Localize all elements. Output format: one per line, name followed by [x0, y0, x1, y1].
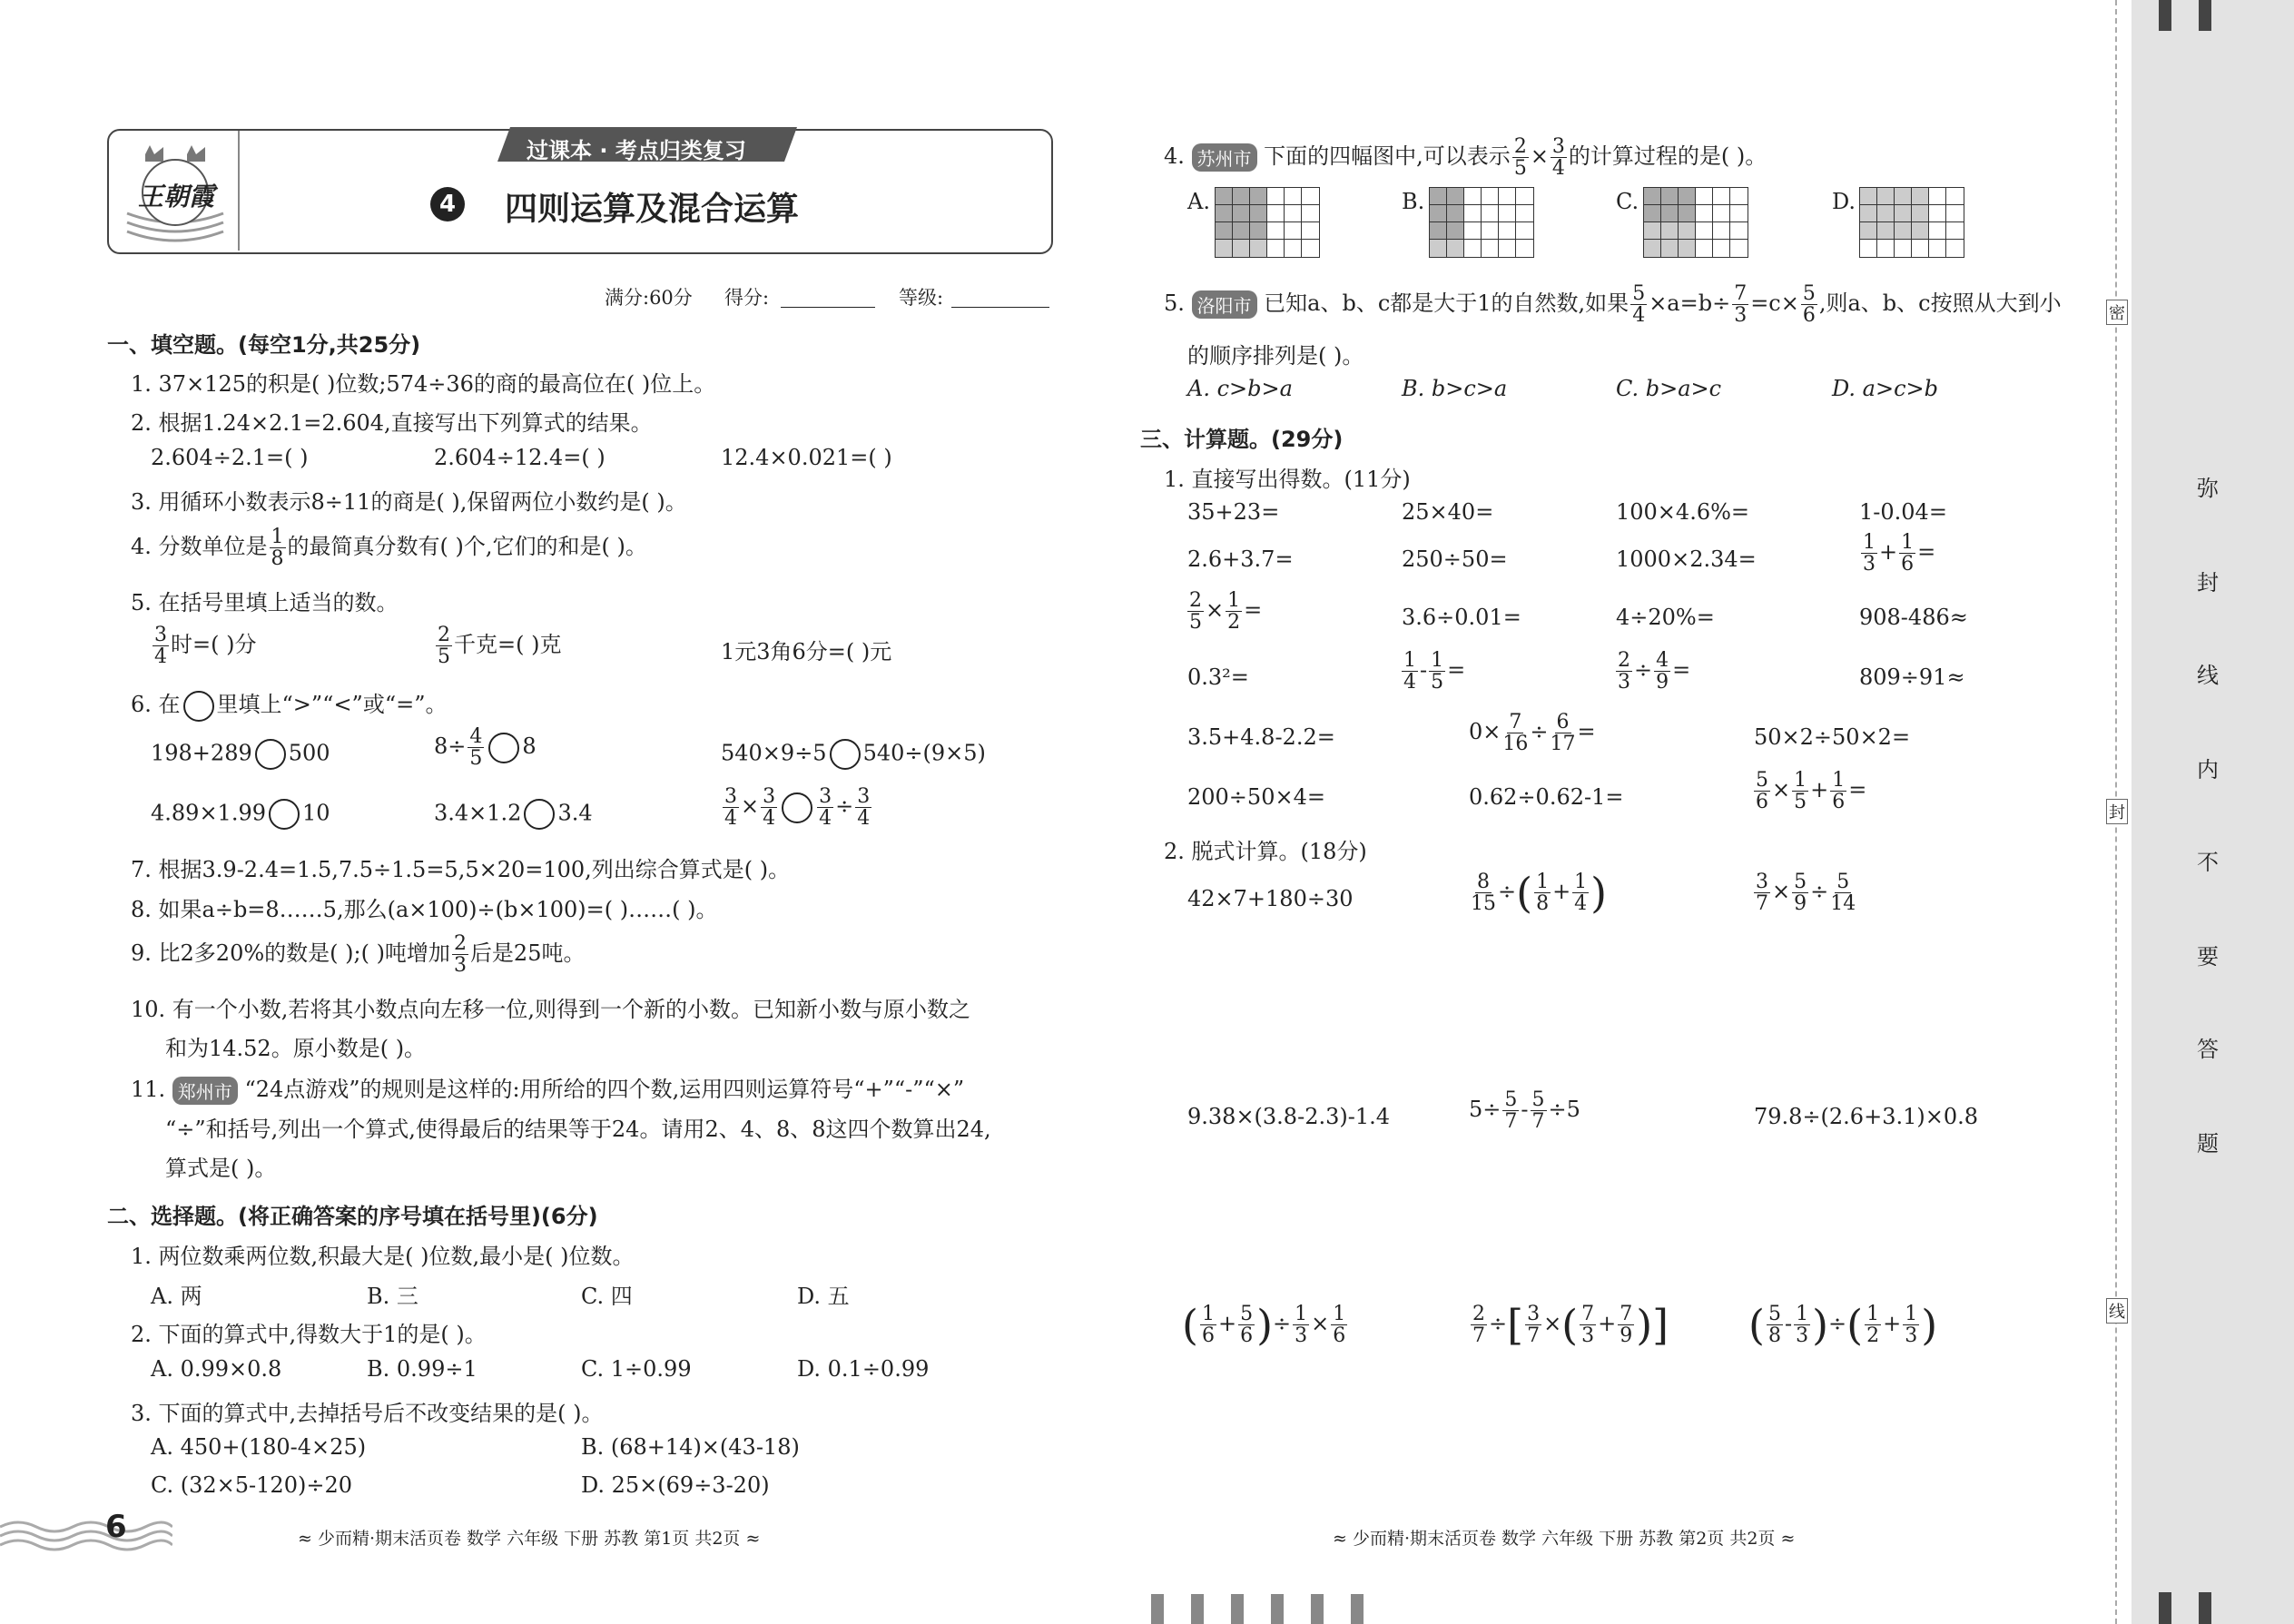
region-tag: 洛阳市: [1192, 290, 1257, 319]
expr: 500: [288, 740, 330, 766]
s1-q10a: 10. 有一个小数,若将其小数点向左移一位,则得到一个新的小数。已知新小数与原小数之: [131, 997, 971, 1022]
page-number: 6: [105, 1509, 127, 1545]
calc-16: 809÷91≈: [1859, 664, 1965, 690]
calc-17: 3.5+4.8-2.2=: [1187, 724, 1335, 750]
s1-q6-item3: [721, 739, 986, 770]
calc-19: 50×2÷50×2=: [1754, 724, 1911, 750]
binding-char: 弥: [2197, 476, 2219, 501]
s1-q11c: 算式是( )。: [165, 1156, 277, 1181]
s2-q3-opt-d[interactable]: D. 25×(69÷3-20): [581, 1472, 770, 1498]
s1-q11-text-a: “24点游戏”的规则是这样的:用所给的四个数,运用四则运算符号“+”“-”“×”: [244, 1077, 965, 1102]
fraction: $\frac{6}{17}$: [1550, 711, 1576, 756]
fraction: $\frac{1}{3}$: [1796, 1303, 1809, 1348]
calc-11: 4÷20%=: [1616, 605, 1715, 630]
s1-q11a: 11. 郑州市 “24点游戏”的规则是这样的:用所给的四个数,运用四则运算符号“+”“-”“×”: [131, 1077, 965, 1103]
fraction: $\frac{3}{4}$: [763, 785, 776, 831]
s1-q2a: 2.604÷2.1=( ): [151, 445, 309, 470]
banner-text: 过课本 · 考点归类复习: [527, 138, 746, 163]
fraction: $\frac{7}{16}$: [1502, 711, 1529, 756]
fraction: $\frac{2}{5}$: [1189, 589, 1202, 635]
section-2-heading: 二、选择题。(将正确答案的序号填在括号里)(6分): [107, 1204, 598, 1229]
calc-21: 0.62÷0.62-1=: [1469, 784, 1624, 810]
s2-q5-text-a: 已知a、b、c都是大于1的自然数,如果: [1264, 290, 1629, 317]
s2-q4-text-a: 下面的四幅图中,可以表示: [1264, 143, 1511, 170]
section-1-heading: 一、填空题。(每空1分,共25分): [107, 332, 421, 358]
fraction: $\frac{3}{4}$: [1551, 135, 1565, 181]
step-calc-9: ( $\frac{5}{8}$ - $\frac{1}{3}$ )÷( $\frac{1}{2}$ + $\frac{1}{3}$ ): [1748, 1300, 1938, 1350]
s1-q8: 8. 如果a÷b=8……5,那么(a×100)÷(b×100)=( )……( )。: [131, 897, 718, 922]
s1-q2c: 12.4×0.021=( ): [721, 445, 892, 470]
s2-q1-opt-b[interactable]: B. 三: [367, 1284, 418, 1309]
calc-8: $\frac{1}{3}$ + $\frac{1}{6}$ =: [1863, 531, 1936, 576]
fraction: $\frac{1}{5}$: [1794, 769, 1807, 814]
fraction: $\frac{1}{2}$: [1227, 589, 1241, 635]
s1-q9: [131, 933, 585, 976]
s2-q4-text-b: 的计算过程的是( )。: [1568, 143, 1767, 170]
s1-q6-text-b: 里填上“>”“<”或“=”。: [216, 692, 448, 717]
fraction: $\frac{1}{5}$: [1431, 649, 1444, 694]
s2-q5: 5. 洛阳市 已知a、b、c都是大于1的自然数,如果 $\frac{5}{4}$ ×a=b÷ $\frac{7}{3}$ =c× $\frac{5}{6}$ ,则a、b、c按照从大到小: [1164, 282, 2062, 328]
s1-q4: [131, 527, 647, 569]
s1-q6-item1: [151, 739, 330, 770]
s2-q1-opt-d[interactable]: D. 五: [797, 1284, 850, 1309]
calc-22: $\frac{5}{6}$ × $\frac{1}{5}$ + $\frac{1}{6}$ =: [1756, 769, 1867, 814]
grid-figure-b: [1429, 187, 1534, 258]
binding-strip: [2132, 0, 2294, 1624]
s2-q5-text-b: ,则a、b、c按照从大到小: [1818, 290, 2062, 317]
chapter-number-text: 4: [438, 191, 457, 218]
fraction: $\frac{1}{8}$: [1536, 871, 1550, 916]
calc-14: $\frac{1}{4}$ - $\frac{1}{5}$ =: [1403, 649, 1466, 694]
s1-q4-text-b: 的最简真分数有( )个,它们的和是( )。: [287, 534, 647, 560]
step-calc-7: ( $\frac{1}{6}$ + $\frac{5}{6}$ )÷ $\frac{1}{3}$ × $\frac{1}{6}$: [1182, 1300, 1346, 1350]
compare-circle-icon[interactable]: [830, 739, 861, 770]
fraction: $\frac{5}{6}$: [1240, 1303, 1254, 1348]
expr: 198+289: [151, 740, 252, 766]
fraction: $\frac{5}{6}$: [1802, 282, 1816, 328]
calc-3: 100×4.6%=: [1616, 499, 1749, 525]
section-3-heading: 三、计算题。(29分): [1140, 427, 1344, 452]
compare-circle-icon: [183, 691, 214, 722]
expr: 540×9÷5: [721, 740, 827, 766]
fraction: $\frac{1}{4}$: [1403, 649, 1416, 694]
s1-q10b: 和为14.52。原小数是( )。: [165, 1036, 427, 1061]
expr: 8: [522, 733, 537, 760]
s1-q2b: 2.604÷12.4=( ): [434, 445, 605, 470]
fraction: $\frac{7}{9}$: [1620, 1303, 1633, 1348]
fraction: $\frac{3}{7}$: [1527, 1303, 1541, 1348]
s2-q4-opt-a[interactable]: A.: [1187, 189, 1210, 214]
grid-figure-c: [1643, 187, 1748, 258]
s2-q2-opt-a[interactable]: A. 0.99×0.8: [151, 1356, 282, 1382]
s1-q11b: “÷”和括号,列出一个算式,使得最后的结果等于24。请用2、4、8、8这四个数算出24,: [165, 1117, 991, 1142]
fraction: $\frac{5}{7}$: [1531, 1088, 1545, 1134]
fraction: $\frac{1}{6}$: [1832, 769, 1846, 814]
binding-char: 内: [2197, 757, 2219, 782]
s2-q5-opt-c[interactable]: C. b>a>c: [1616, 376, 1722, 401]
calc-20: 200÷50×4=: [1187, 784, 1325, 810]
region-tag: 苏州市: [1192, 143, 1257, 172]
calc-18: 0× $\frac{7}{16}$ ÷ $\frac{6}{17}$ =: [1469, 711, 1596, 756]
expr: 3.4: [557, 800, 593, 826]
grade-field[interactable]: [951, 307, 1049, 308]
fraction: $\frac{2}{5}$: [438, 624, 450, 669]
s3-q2: 2. 脱式计算。(18分): [1164, 839, 1367, 864]
compare-circle-icon[interactable]: [488, 733, 519, 763]
s2-q2-opt-d[interactable]: D. 0.1÷0.99: [797, 1356, 930, 1382]
s2-q1-opt-c[interactable]: C. 四: [581, 1284, 633, 1309]
seal-mark-2: 封: [2106, 799, 2128, 824]
s1-q4-text-a: 4. 分数单位是: [131, 534, 268, 560]
fraction: $\frac{1}{4}$: [1574, 871, 1588, 916]
logo: [118, 136, 232, 243]
s2-q5-opt-a[interactable]: A. c>b>a: [1187, 376, 1293, 401]
s2-q3: 3. 下面的算式中,去掉括号后不改变结果的是( )。: [131, 1401, 604, 1426]
s2-q4: 4. 苏州市 下面的四幅图中,可以表示 $\frac{2}{5}$ × $\frac{3}{4}$ 的计算过程的是( )。: [1164, 135, 1767, 181]
step-calc-1: 42×7+180÷30: [1187, 886, 1354, 911]
s2-q2: 2. 下面的算式中,得数大于1的是( )。: [131, 1322, 487, 1347]
fraction: $\frac{5}{8}$: [1767, 1303, 1781, 1348]
s2-q1-opt-a[interactable]: A. 两: [151, 1284, 202, 1309]
s1-q1: 1. 37×125的积是( )位数;574÷36的商的最高位在( )位上。: [131, 371, 716, 397]
calc-7: 1000×2.34=: [1616, 546, 1757, 572]
step-calc-3: $\frac{3}{7}$ × $\frac{5}{9}$ ÷ $\frac{5}{14}$: [1756, 871, 1856, 916]
region-tag: 郑州市: [172, 1077, 238, 1105]
grid-figure-d: [1859, 187, 1964, 258]
expr: 540÷(9×5): [862, 740, 986, 766]
fraction: $\frac{1}{3}$: [1863, 531, 1876, 576]
calc-12: 908-486≈: [1859, 605, 1968, 630]
fraction: $\frac{5}{6}$: [1756, 769, 1768, 814]
score-field[interactable]: [781, 307, 875, 308]
calc-15: $\frac{2}{3}$ ÷ $\frac{4}{9}$ =: [1618, 649, 1691, 694]
s2-q3-opt-a[interactable]: A. 450+(180-4×25): [151, 1434, 367, 1460]
s1-q3: 3. 用循环小数表示8÷11的商是( ),保留两位小数约是( )。: [131, 489, 687, 515]
expr: 4.89×1.99: [151, 800, 266, 826]
fraction: $\frac{5}{7}$: [1504, 1088, 1518, 1134]
s1-q5c: 1元3角6分=( )元: [721, 639, 892, 664]
fraction: $\frac{7}{3}$: [1581, 1303, 1595, 1348]
header-divider: [238, 131, 240, 251]
grade-label: 等级:: [899, 287, 944, 309]
s2-q2-opt-c[interactable]: C. 1÷0.99: [581, 1356, 692, 1382]
fraction: $\frac{1}{2}$: [1866, 1303, 1880, 1348]
calc-5: 2.6+3.7=: [1187, 546, 1294, 572]
bottom-right-marks: [2159, 1592, 2213, 1624]
s1-q5b-text: 千克=( )克: [454, 632, 562, 658]
fraction: $\frac{4}{5}$: [469, 725, 483, 771]
expr: 8÷: [434, 733, 467, 760]
step-calc-2: $\frac{8}{15}$ ÷( $\frac{1}{8}$ + $\frac{1}{4}$ ): [1471, 868, 1608, 918]
calc-6: 250÷50=: [1402, 546, 1508, 572]
footer-right: ≈ 少而精·期末活页卷 数学 六年级 下册 苏教 第2页 共2页 ≈: [1333, 1529, 1796, 1549]
fraction: $\frac{2}{3}$: [1618, 649, 1630, 694]
s2-q2-opt-b[interactable]: B. 0.99÷1: [367, 1356, 478, 1382]
fraction: $\frac{5}{9}$: [1794, 871, 1807, 916]
binding-char: 线: [2197, 663, 2219, 688]
compare-circle-icon[interactable]: [524, 799, 555, 830]
s2-q5-opt-d[interactable]: D. a>c>b: [1832, 376, 1938, 401]
fraction: $\frac{2}{7}$: [1472, 1303, 1485, 1348]
step-calc-8: $\frac{2}{7}$ ÷[ $\frac{3}{7}$ ×( $\frac{7}{3}$ + $\frac{7}{9}$ )]: [1472, 1300, 1669, 1350]
s1-q9-text-a: 9. 比2多20%的数是( );( )吨增加: [131, 940, 450, 967]
step-calc-6: 79.8÷(2.6+3.1)×0.8: [1754, 1104, 1978, 1129]
fraction: $\frac{3}{4}$: [724, 785, 737, 831]
calc-2: 25×40=: [1402, 499, 1494, 525]
s2-q5-line2: 的顺序排列是( )。: [1187, 343, 1364, 369]
fraction: $\frac{5}{14}$: [1830, 871, 1856, 916]
fraction: $\frac{3}{7}$: [1756, 871, 1768, 916]
page-title: 四则运算及混合运算: [505, 191, 800, 228]
calc-9: $\frac{2}{5}$ × $\frac{1}{2}$ =: [1189, 589, 1263, 635]
s1-q2: 2. 根据1.24×2.1=2.604,直接写出下列算式的结果。: [131, 410, 653, 436]
s1-q6-item5: [434, 799, 593, 830]
s1-q5a-text: 时=( )分: [171, 632, 257, 658]
step-calc-4: 9.38×(3.8-2.3)-1.4: [1187, 1104, 1390, 1129]
fraction: $\frac{1}{8}$: [271, 526, 284, 571]
s2-q4-opt-d[interactable]: D.: [1832, 189, 1856, 214]
fraction: $\frac{8}{15}$: [1471, 871, 1496, 916]
fraction: $\frac{1}{3}$: [1295, 1303, 1308, 1348]
calc-1: 35+23=: [1187, 499, 1280, 525]
s1-q6-item2: [434, 726, 537, 769]
footer-left: ≈ 少而精·期末活页卷 数学 六年级 下册 苏教 第1页 共2页 ≈: [298, 1529, 761, 1549]
binding-char: 题: [2197, 1131, 2219, 1156]
fraction: $\frac{3}{4}$: [857, 785, 871, 831]
fraction: $\frac{7}{3}$: [1734, 282, 1748, 328]
s1-q6-item4: [151, 799, 330, 830]
s1-q6-text-a: 6. 在: [131, 692, 181, 717]
fraction: $\frac{1}{3}$: [1905, 1303, 1918, 1348]
fraction: $\frac{3}{4}$: [154, 624, 167, 669]
s2-q4-opt-b[interactable]: B.: [1402, 189, 1425, 214]
seal-mark-1: 密: [2106, 300, 2128, 325]
s1-q5: 5. 在括号里填上适当的数。: [131, 590, 399, 615]
seal-mark-3: 线: [2106, 1298, 2128, 1324]
fraction: $\frac{2}{3}$: [453, 932, 467, 978]
full-score: 满分:60分: [605, 287, 693, 309]
chapter-number: [430, 187, 465, 221]
fraction: $\frac{5}{4}$: [1632, 282, 1646, 328]
fraction: $\frac{1}{6}$: [1201, 1303, 1215, 1348]
binding-char: 答: [2197, 1037, 2219, 1062]
fraction: $\frac{1}{6}$: [1901, 531, 1915, 576]
fraction: $\frac{4}{9}$: [1656, 649, 1669, 694]
bottom-marks: [1151, 1594, 1369, 1624]
calc-10: 3.6÷0.01=: [1402, 605, 1521, 630]
fraction: $\frac{3}{4}$: [819, 785, 832, 831]
binding-char: 封: [2197, 570, 2219, 595]
top-marks: [2159, 0, 2213, 31]
s1-q5b: [434, 625, 561, 667]
calc-13: 0.3²=: [1187, 664, 1249, 690]
binding-char: 要: [2197, 944, 2219, 969]
step-calc-5: 5÷ $\frac{5}{7}$ - $\frac{5}{7}$ ÷5: [1469, 1088, 1580, 1134]
score-label: 得分:: [724, 287, 770, 309]
wave-decoration-icon: [0, 1516, 172, 1552]
grid-figure-a: [1215, 187, 1320, 258]
logo-text: 王朝霞: [138, 182, 215, 212]
fraction: $\frac{1}{6}$: [1333, 1303, 1346, 1348]
s2-q3-opt-b[interactable]: B. (68+14)×(43-18): [581, 1434, 800, 1460]
s1-q5a: [151, 625, 256, 667]
s1-q6: [131, 686, 447, 722]
s2-q4-opt-c[interactable]: C.: [1616, 189, 1639, 214]
expr: 10: [301, 800, 330, 826]
fraction: $\frac{2}{5}$: [1513, 135, 1527, 181]
s2-q3-opt-c[interactable]: C. (32×5-120)÷20: [151, 1472, 352, 1498]
s1-q6-item6: $\frac{3}{4}$ × $\frac{3}{4}$ $\frac{3}{4}$ ÷ $\frac{3}{4}$: [724, 785, 871, 831]
compare-circle-icon[interactable]: [269, 799, 300, 830]
s1-q9-text-b: 后是25吨。: [469, 940, 586, 967]
s2-q1: 1. 两位数乘两位数,积最大是( )位数,最小是( )位数。: [131, 1244, 635, 1269]
s1-q7: 7. 根据3.9-2.4=1.5,7.5÷1.5=5,5×20=100,列出综合算式是( )。: [131, 857, 791, 882]
binding-char: 不: [2197, 850, 2219, 875]
s3-q1: 1. 直接写出得数。(11分): [1164, 467, 1411, 492]
s2-q5-opt-b[interactable]: B. b>c>a: [1402, 376, 1508, 401]
compare-circle-icon[interactable]: [782, 792, 812, 823]
calc-4: 1-0.04=: [1859, 499, 1947, 525]
expr: 3.4×1.2: [434, 800, 522, 826]
compare-circle-icon[interactable]: [255, 739, 286, 770]
